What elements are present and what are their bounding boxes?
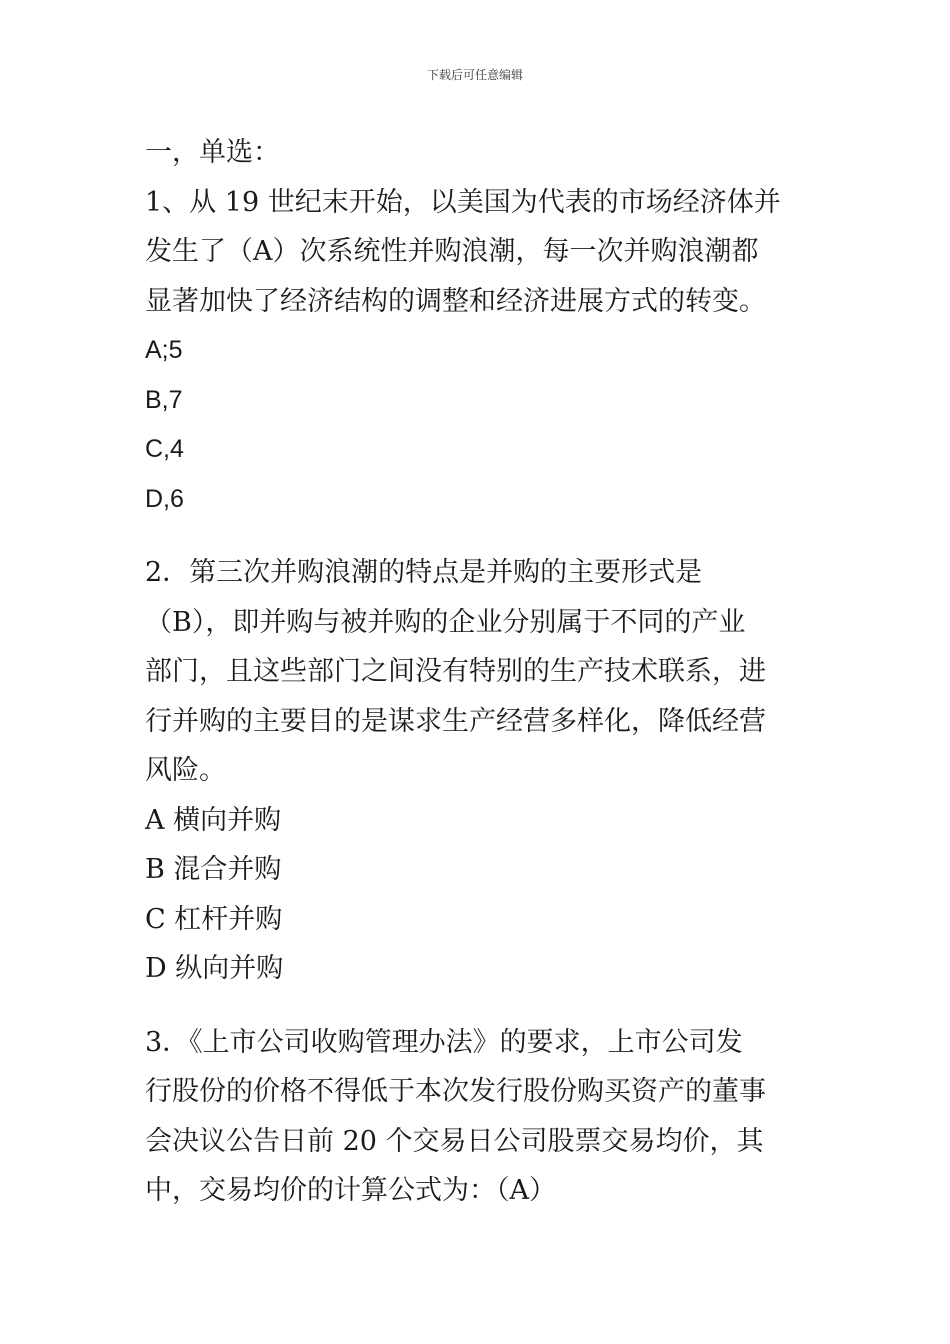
question-text-line: 行并购的主要目的是谋求生产经营多样化，降低经营 [145,705,766,737]
answer-option: B,7 [145,385,183,414]
answer-option: D 纵向并购 [145,953,284,984]
question-text-line: 3．《上市公司收购管理办法》的要求，上市公司发 [145,1026,743,1058]
question-text-line: 行股份的价格不得低于本次发行股份购买资产的董事 [145,1076,766,1107]
question-text-line: 1、从 19 世纪末开始，以美国为代表的市场经济体并 [145,186,781,218]
question-text-line: 会决议公告日前 20 个交易日公司股票交易均价，其 [145,1125,764,1157]
question-text-line: 显著加快了经济结构的调整和经济进展方式的转变。 [145,285,766,317]
question-1 [145,178,815,525]
answer-option: B 混合并购 [145,854,282,885]
question-text-line: 部门，且这些部门之间没有特别的生产技术联系，进 [145,656,766,687]
question-text-line: 发生了（A）次系统性并购浪潮，每一次并购浪潮都 [145,236,759,267]
answer-option: C,4 [145,435,184,463]
answer-option: C 杠杆并购 [145,903,283,935]
question-text-line: 中，交易均价的计算公式为：（A） [145,1175,556,1206]
section-title: 一，单选： [145,137,280,168]
answer-option: A;5 [145,336,183,364]
answer-option: D,6 [145,484,184,513]
question-3 [145,1018,815,1216]
question-2 [145,548,815,994]
question-text-line: （B），即并购与被并购的企业分别属于不同的产业 [145,606,746,638]
page-header: 下载后可任意编辑 [426,68,523,82]
answer-option: A 横向并购 [145,804,282,836]
question-text-line: 风险。 [145,755,226,786]
question-text-line: 2．第三次并购浪潮的特点是并购的主要形式是 [145,557,703,588]
document-body [145,128,815,1216]
